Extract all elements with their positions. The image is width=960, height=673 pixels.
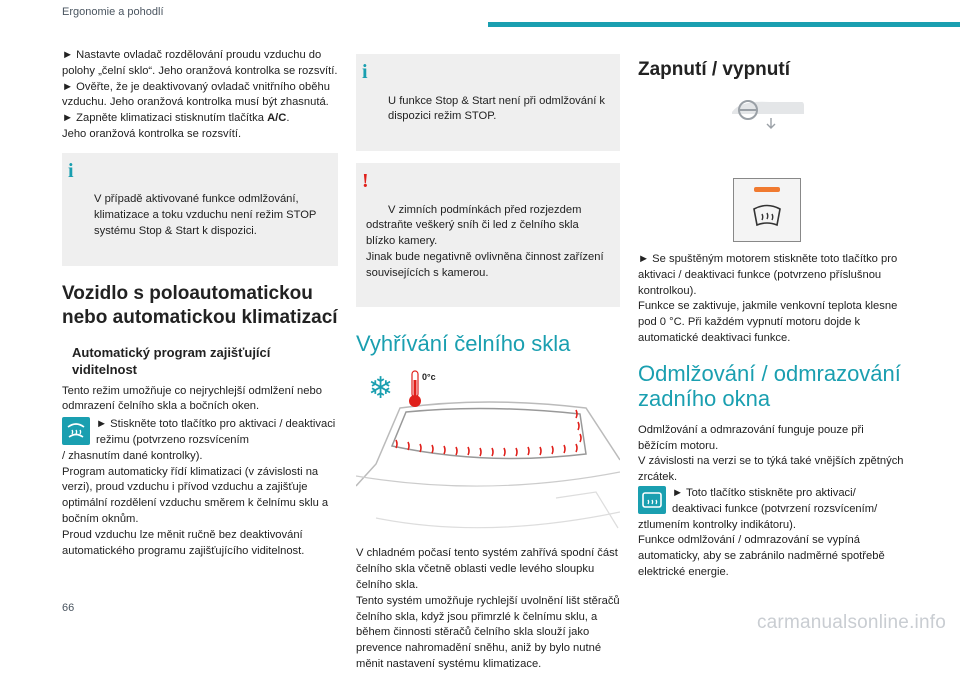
- info-icon: i: [362, 61, 368, 83]
- paragraph: Tento režim umožňuje co nejrychlejší odmlžení nebo odmrazení čelního skla a bočních oken.: [62, 384, 322, 413]
- header-accent-bar: [488, 22, 960, 27]
- subheading: Automatický program zajišťující viditelnost: [72, 344, 271, 377]
- windscreen-demist-icon: [62, 417, 90, 445]
- paragraph: V chladném počasí tento systém zahřívá spodní část čelního skla včetně oblasti vedle levého sloupku čelního skla. Tento systém umožňuje rychlejší uvolnění lišt stěračů čelního skla, když jsou přimrzlé k čelnímu sklu, a během činnosti stěračů čelního skla slouží jako prevence nahromadění sněhu, aniž by bylo nutné měnit nastavení systému klimatizace.: [356, 547, 620, 670]
- arrow-down-icon: [766, 118, 776, 130]
- paragraph: ztlumením kontrolky indikátoru). Funkce odmlžování / odmrazování se vypíná automaticky, aby se zabránilo nadměrné spotřebě elektrické energie.: [638, 518, 885, 578]
- windshield-illustration: [356, 368, 620, 540]
- ac-label: A/C: [267, 112, 287, 125]
- info-box: [356, 54, 620, 151]
- paragraph: Odmlžování a odmrazování funguje pouze při běžícím motoru. V závislosti na verzi se to týká také vnějších zpětných zrcátek.: [638, 423, 904, 484]
- column-3: [638, 58, 904, 581]
- temperature-label: 0°c: [422, 372, 436, 383]
- column-2: [356, 54, 620, 673]
- windscreen-heating-icon: [751, 199, 783, 231]
- snowflake-icon: ❄: [368, 372, 394, 406]
- thermometer-icon: [408, 370, 422, 408]
- indicator-light: [754, 187, 780, 192]
- intro-text: ► Nastavte ovladač rozdělování proudu vzduchu do polohy „čelní sklo“. Jeho oranžová kontrolka se rozsvítí. ► Ověřte, že je deaktivovaný ovladač vnitřního oběhu vzduchu. Jeho oranžová kontrolka musí být zhasnutá. ► Zapněte klimatizaci stisknutím tlačítka A/C. Jeho oranžová kontrolka se rozsvítí.: [62, 49, 338, 140]
- button-instruction: [62, 417, 338, 449]
- paragraph: ► Se spuštěným motorem stiskněte toto tlačítko pro aktivaci / deaktivaci funkce (potvrzeno příslušnou kontrolkou). Funkce se zaktivuje, jakmile venkovní teplota klesne pod 0 °C. Při každém vypnutí motoru dojde k automatické deaktivaci funkce.: [638, 253, 898, 344]
- section-title: Ergonomie a pohodlí: [62, 6, 164, 18]
- section-heading: Zapnutí / vypnutí: [638, 59, 790, 80]
- section-heading: Odmlžování / odmrazování zadního okna: [638, 360, 901, 411]
- warning-icon: !: [362, 169, 369, 192]
- warning-box: [356, 163, 620, 307]
- info-box-text: V případě aktivované funkce odmlžování, klimatizace a toku vzduchu není režim STOP systému Stop & Start k dispozici.: [94, 193, 317, 237]
- section-heading: Vyhřívání čelního skla: [356, 331, 571, 357]
- windshield-heating-button[interactable]: [733, 178, 801, 242]
- button-instruction: [638, 486, 904, 518]
- button-instruction-text: ► Stiskněte toto tlačítko pro aktivaci / deaktivaci režimu (potvrzeno rozsvícením: [96, 418, 336, 446]
- page-number: 66: [62, 602, 75, 614]
- section-heading: Vozidlo s poloautomatickou nebo automatickou klimatizací: [62, 282, 338, 328]
- column-1: [62, 48, 338, 559]
- info-box-text: U funkce Stop & Start není při odmlžování k dispozici režim STOP.: [388, 94, 606, 123]
- info-icon: i: [68, 159, 74, 182]
- info-box: [62, 153, 338, 266]
- warning-box-text: V zimních podmínkách před rozjezdem odstraňte veškerý sníh či led z čelního skla blízko kamery. Jinak bude negativně ovlivněna činnost zařízení souvisejících s kamerou.: [366, 203, 604, 279]
- button-instruction-text: ► Toto tlačítko stiskněte pro aktivaci/ deaktivaci funkce (potvrzení rozsvícením/: [672, 486, 878, 515]
- watermark: carmanualsonline.info: [756, 612, 946, 633]
- button-illustration: [638, 92, 904, 242]
- paragraph: / zhasnutím dané kontrolky). Program automaticky řídí klimatizaci (v závislosti na verzi), proud vzduchu i přívod vzduchu a zajišťuje optimální rozdělení vzduchu směrem k čelnímu sklu a bočním oknům. Proud vzduchu lze měnit ručně bez deaktivování automatického programu zajišťujícího viditelnost.: [62, 449, 329, 557]
- rear-window-demist-icon: [638, 486, 666, 514]
